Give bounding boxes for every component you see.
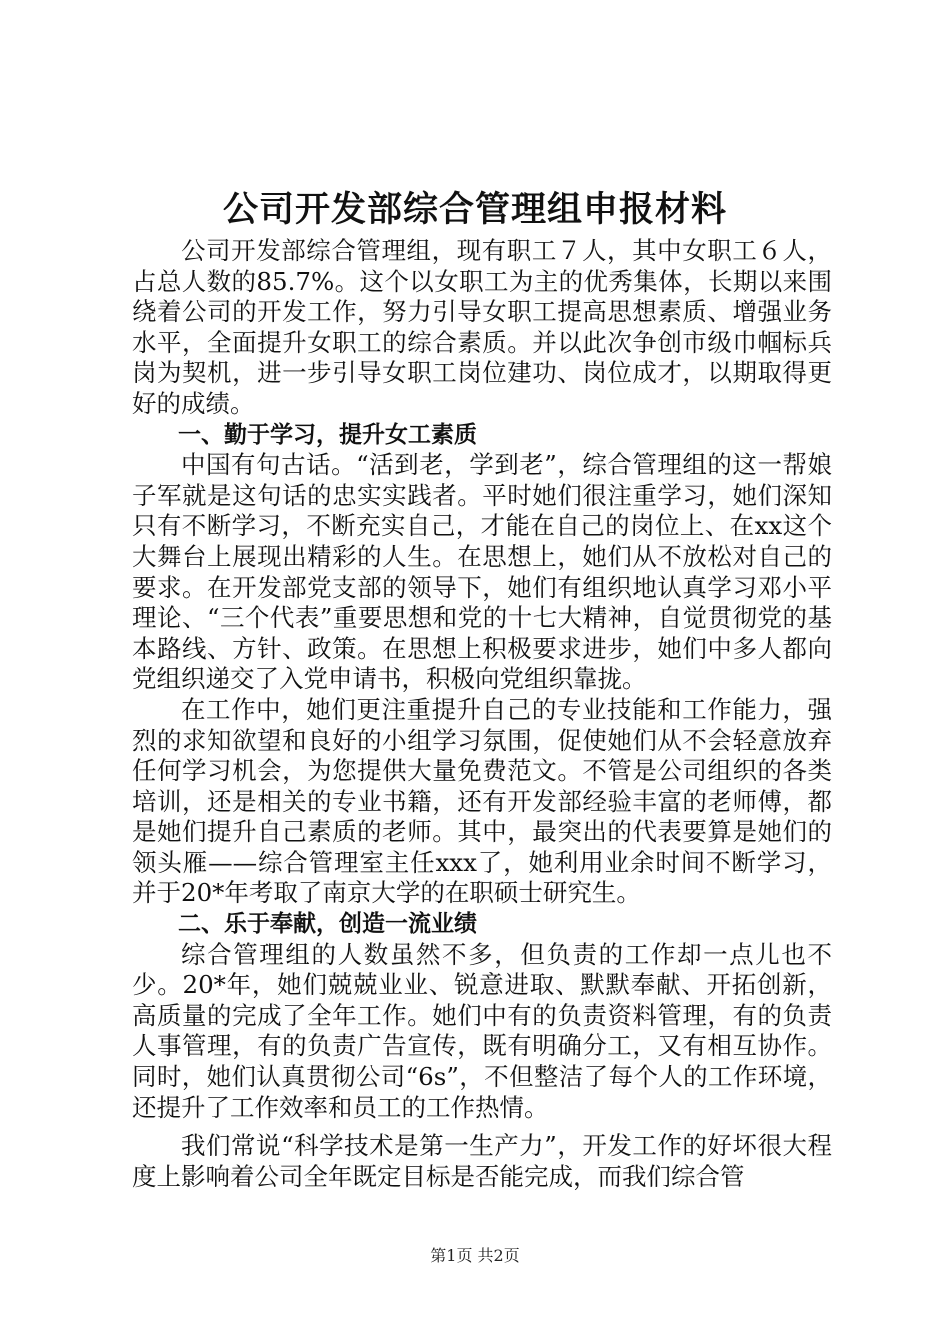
paragraph-learning: 中国有句古话。“活到老，学到老”，综合管理组的这一帮娘子军就是这句话的忠实实践者。平时她们很注重学习，她们深知只有不断学习，不断充实自己，才能在自己的岗位上、在xx这个大舞台上展现出精彩的人生。在思想上，她们从不放松对自己的要求。在开发部党支部的领导下，她们有组织地认真学习邓小平理论、“三个代表”重要思想和党的十七大精神，自觉贯彻党的基本路线、方针、政策。在思想上积极要求进步，她们中多人都向党组织递交了入党申请书，积极向党组织靠拢。 — [132, 450, 832, 694]
paragraph-dedication: 综合管理组的人数虽然不多，但负责的工作却一点儿也不少。20*年，她们兢兢业业、锐意进取、默默奉献、开拓创新，高质量的完成了全年工作。她们中有的负责资料管理，有的负责人事管理，有的负责广告宣传，既有明确分工，又有相互协作。同时，她们认真贯彻公司“6s”，不但整洁了每个人的工作环境，还提升了工作效率和员工的工作热情。 — [132, 939, 832, 1122]
document-body — [132, 236, 832, 1192]
document-title: 公司开发部综合管理组申报材料 — [222, 190, 727, 230]
section-heading-1: 一、勤于学习，提升女工素质 — [178, 421, 477, 448]
paragraph-technology: 我们常说“科学技术是第一生产力”，开发工作的好坏很大程度上影响着公司全年既定目标是否能完成，而我们综合管 — [132, 1131, 832, 1191]
paragraph-work-skills: 在工作中，她们更注重提升自己的专业技能和工作能力，强烈的求知欲望和良好的小组学习氛围，促使她们从不会轻意放弃任何学习机会，为您提供大量免费范文。不管是公司组织的各类培训，还是相关的专业书籍，还有开发部经验丰富的老师傅，都是她们提升自己素质的老师。其中，最突出的代表要算是她们的领头雁——综合管理室主任xxx了，她利用业余时间不断学习，并于20*年考取了南京大学的在职硕士研究生。 — [132, 694, 832, 908]
page-number: 第1页 共2页 — [430, 1246, 520, 1265]
section-heading-2: 二、乐于奉献，创造一流业绩 — [178, 911, 477, 938]
paragraph-intro: 公司开发部综合管理组，现有职工７人，其中女职工６人，占总人数的85.7%。这个以女职工为主的优秀集体，长期以来围绕着公司的开发工作，努力引导女职工提高思想素质、增强业务水平，全面提升女职工的综合素质。并以此次争创市级巾帼标兵岗为契机，进一步引导女职工岗位建功、岗位成才，以期取得更好的成绩。 — [132, 236, 832, 418]
